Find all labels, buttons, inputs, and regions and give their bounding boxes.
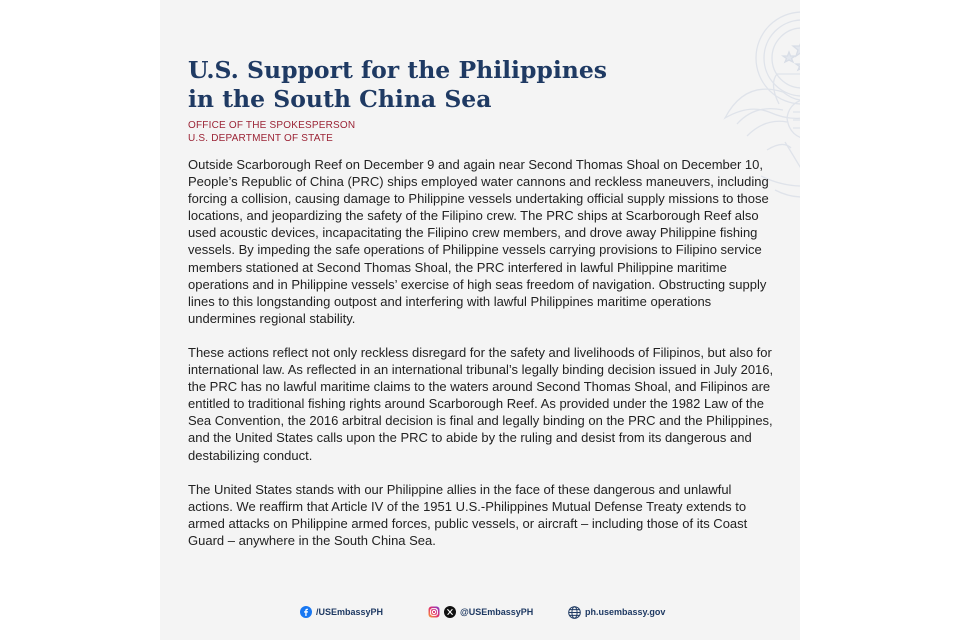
paragraph-1: Outside Scarborough Reef on December 9 and again near Second Thomas Shoal on December 10, People’s Republic of China (PRC) ships employed water cannons and reckless maneuvers, including forcing a collision, causing damage to Philippine vessels undertaking official supply missions to those locations, and jeopardizing the safety of the Filipino crew. The PRC ships at Scarborough Reef also used acoustic devices, incapacitating the Filipino crew members, and drove away Philippine fishing vessels. By impeding the safe operations of Philippine vessels carrying provisions to Filipino service members stationed at Second Thomas Shoal, the PRC interfered in lawful Philippine maritime operations and in Philippine vessels’ exercise of high seas freedom of navigation. Obstructing supply lines to this longstanding outpost and interfering with lawful Philippines maritime operations undermines regional stability.: [188, 157, 769, 326]
x-icon: [444, 606, 456, 618]
title-line-2: in the South China Sea: [188, 85, 492, 113]
paragraph-3: The United States stands with our Philippine allies in the face of these dangerous and unlawful actions. We reaffirm that Article IV of the 1951 U.S.-Philippines Mutual Defense Treaty extends to armed attacks on Philippine armed forces, public vessels, or aircraft – including those of its Coast Guard – anywhere in the South China Sea.: [188, 481, 748, 548]
office-line-2: U.S. DEPARTMENT OF STATE: [188, 133, 334, 144]
statement-body: [188, 156, 778, 566]
office-line-1: OFFICE OF THE SPOKESPERSON: [188, 120, 356, 131]
instagram-x-link[interactable]: [428, 603, 533, 621]
globe-icon: [568, 606, 581, 619]
issuing-office: [188, 119, 355, 145]
statement-card: [160, 0, 800, 640]
statement-title: [188, 56, 608, 114]
website-link[interactable]: [568, 603, 665, 621]
facebook-icon: [300, 606, 312, 618]
title-line-1: U.S. Support for the Philippines: [188, 56, 608, 84]
facebook-handle: /USEmbassyPH: [316, 607, 384, 617]
social-handle: @USEmbassyPH: [460, 607, 534, 617]
paragraph-2: These actions reflect not only reckless disregard for the safety and livelihoods of Filipinos, but also for international law. As reflected in an international tribunal’s legally binding decision issued in July 2016, the PRC has no lawful maritime claims to the waters around Second Thomas Shoal, and Filipinos are entitled to traditional fishing rights around Scarborough Reef. As provided under the 1982 Law of the Sea Convention, the 2016 arbitral decision is final and legally binding on the PRC and the Philippines, and the United States calls upon the PRC to abide by the ruling and desist from its dangerous and destabilizing conduct.: [188, 344, 774, 463]
website-url: ph.usembassy.gov: [585, 607, 666, 617]
footer-social-links: [160, 603, 800, 621]
instagram-icon: [428, 606, 440, 618]
facebook-link[interactable]: [300, 603, 383, 621]
